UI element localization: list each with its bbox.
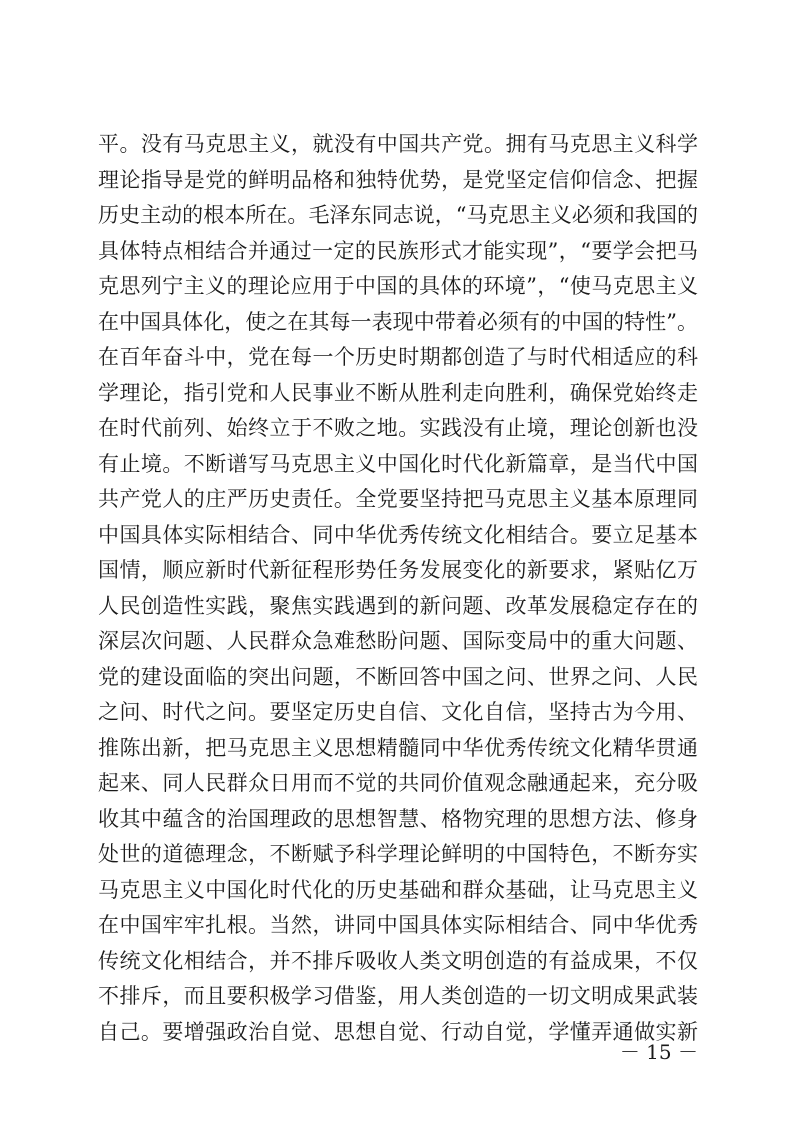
text-line: 推陈出新，把马克思主义思想精髓同中华优秀传统文化精华贯通 — [98, 735, 698, 760]
text-line: 国情，顺应新时代新征程形势任务发展变化的新要求，紧贴亿万 — [98, 558, 698, 582]
text-line: 学理论，指引党和人民事业不断从胜利走向胜利，确保党始终走 — [98, 380, 698, 405]
text-line: 起来、同人民群众日用而不觉的共同价值观念融通起来，充分吸 — [98, 771, 698, 795]
text-line: 历史主动的根本所在。毛泽东同志说，“马克思主义必须和我国的 — [98, 203, 698, 227]
text-line: 处世的道德理念，不断赋予科学理论鲜明的中国特色，不断夯实 — [98, 842, 698, 866]
text-line: 党的建设面临的突出问题，不断回答中国之问、世界之问、人民 — [98, 664, 698, 689]
text-line: 具体特点相结合并通过一定的民族形式才能实现”，“要学会把马 — [98, 238, 698, 263]
text-line: 在中国具体化，使之在其每一表现中带着必须有的中国的特性”。 — [98, 309, 698, 334]
text-line: 传统文化相结合，并不排斥吸收人类文明创造的有益成果，不仅 — [98, 948, 698, 973]
text-line: 深层次问题、人民群众急难愁盼问题、国际变局中的重大问题、 — [98, 629, 698, 653]
text-line: 不排斥，而且要积极学习借鉴，用人类创造的一切文明成果武装 — [98, 984, 698, 1008]
text-line: 在时代前列、始终立于不败之地。实践没有止境，理论创新也没 — [98, 416, 698, 440]
text-line: 有止境。不断谱写马克思主义中国化时代化新篇章，是当代中国 — [98, 451, 698, 476]
text-line: 在中国牢牢扎根。当然，讲同中国具体实际相结合、同中华优秀 — [98, 913, 698, 937]
text-line: 马克思主义中国化时代化的历史基础和群众基础，让马克思主义 — [98, 877, 698, 902]
text-line: 共产党人的庄严历史责任。全党要坚持把马克思主义基本原理同 — [98, 487, 698, 511]
text-line: 平。没有马克思主义，就没有中国共产党。拥有马克思主义科学 — [98, 132, 698, 156]
text-line: 理论指导是党的鲜明品格和独特优势，是党坚定信仰信念、把握 — [98, 167, 698, 192]
text-line: 自己。要增强政治自觉、思想自觉、行动自觉，学懂弄通做实新 — [98, 1019, 698, 1044]
text-line: 收其中蕴含的治国理政的思想智慧、格物究理的思想方法、修身 — [98, 806, 698, 831]
text-line: 人民创造性实践，聚焦实践遇到的新问题、改革发展稳定存在的 — [98, 593, 698, 618]
text-line: 克思列宁主义的理论应用于中国的具体的环境”，“使马克思主义 — [98, 274, 698, 298]
page-number: － 15 － — [619, 1040, 698, 1064]
text-line: 之问、时代之问。要坚定历史自信、文化自信，坚持古为今用、 — [98, 700, 698, 724]
body-text — [98, 127, 698, 1050]
text-line: 在百年奋斗中，党在每一个历史时期都创造了与时代相适应的科 — [98, 345, 698, 369]
text-line: 中国具体实际相结合、同中华优秀传统文化相结合。要立足基本 — [98, 522, 698, 547]
